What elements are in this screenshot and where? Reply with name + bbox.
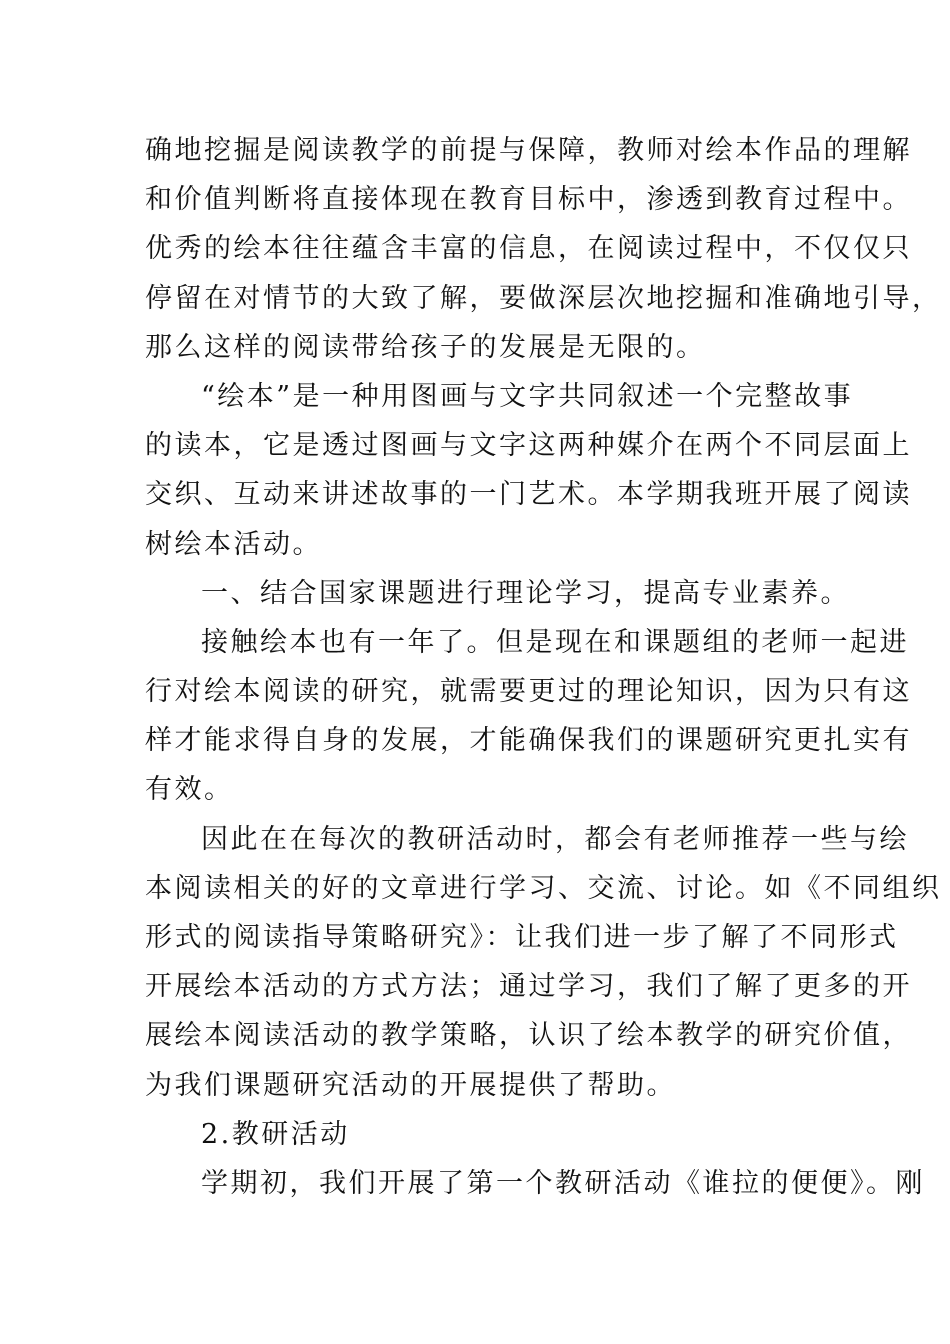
- text-line: 形式的阅读指导策略研究》：让我们进一步了解了不同形式: [145, 922, 899, 953]
- text-line: 行对绘本阅读的研究，就需要更过的理论知识，因为只有这: [145, 676, 912, 708]
- text-line: 的读本，它是透过图画与文字这两种媒介在两个不同层面上: [145, 430, 912, 462]
- text-line: 确地挖掘是阅读教学的前提与保障，教师对绘本作品的理解: [145, 135, 912, 166]
- text-line: 优秀的绘本往往蕴含丰富的信息，在阅读过程中，不仅仅只: [145, 233, 912, 265]
- text-line: 那么这样的阅读带给孩子的发展是无限的。: [145, 331, 706, 363]
- text-line: 开展绘本活动的方式方法；通过学习，我们了解了更多的开: [145, 971, 912, 1003]
- text-line: 和价值判断将直接体现在教育目标中，渗透到教育过程中。: [145, 184, 912, 216]
- document-body: [145, 126, 942, 1208]
- paragraph-first-line: 学期初，我们开展了第一个教研活动《谁拉的便便》。刚: [201, 1167, 925, 1199]
- section-heading: 一、结合国家课题进行理论学习，提高专业素养。: [201, 577, 850, 609]
- text-line: 树绘本活动。: [145, 528, 322, 560]
- section-heading: 2.教研活动: [201, 1118, 350, 1150]
- paragraph-first-line: 接触绘本也有一年了。但是现在和课题组的老师一起进: [201, 626, 909, 658]
- text-line: 停留在对情节的大致了解，要做深层次地挖掘和准确地引导，: [145, 282, 942, 314]
- text-line: 交织、互动来讲述故事的一门艺术。本学期我班开展了阅读: [145, 479, 912, 511]
- paragraph-first-line: 因此在在每次的教研活动时，都会有老师推荐一些与绘: [201, 823, 909, 855]
- text-line: 为我们课题研究活动的开展提供了帮助。: [145, 1069, 676, 1101]
- paragraph-first-line: “绘本”是一种用图画与文字共同叙述一个完整故事: [201, 380, 854, 412]
- text-line: 展绘本阅读活动的教学策略，认识了绘本教学的研究价值，: [145, 1020, 912, 1052]
- text-line: 样才能求得自身的发展，才能确保我们的课题研究更扎实有: [145, 725, 912, 757]
- text-line: 本阅读相关的好的文章进行学习、交流、讨论。如《不同组织: [145, 872, 942, 904]
- text-line: 有效。: [145, 774, 234, 806]
